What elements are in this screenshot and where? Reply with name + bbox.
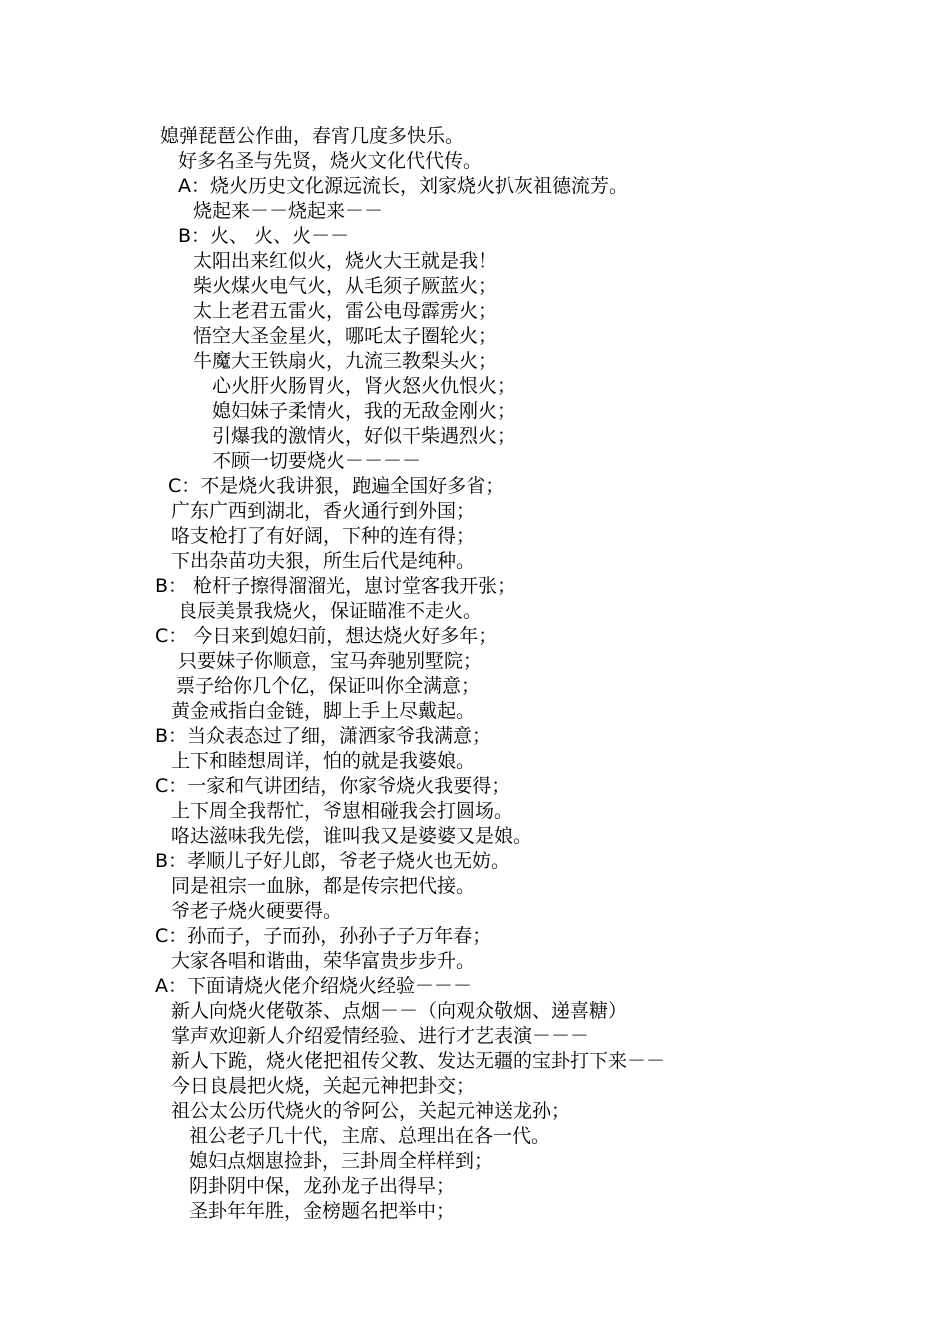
text-line: 良辰美景我烧火，保证瞄准不走火。 bbox=[178, 600, 483, 622]
text-line: 媳妇妹子柔情火，我的无敌金刚火； bbox=[212, 400, 517, 422]
text-line: 太上老君五雷火，雷公电母霹雳火； bbox=[193, 300, 498, 322]
text-line: 今日良晨把火烧，关起元神把卦交； bbox=[171, 1075, 476, 1097]
text-line: 掌声欢迎新人介绍爱情经验、进行才艺表演－－－ bbox=[171, 1025, 590, 1047]
text-line: C：不是烧火我讲狠，跑遍全国好多省； bbox=[168, 475, 505, 497]
text-line: A：烧火历史文化源远流长，刘家烧火扒灰祖德流芳。 bbox=[178, 175, 628, 197]
text-line: 媳妇点烟崽捡卦，三卦周全样样到； bbox=[189, 1150, 494, 1172]
text-line: 悟空大圣金星火，哪吒太子圈轮火； bbox=[193, 325, 498, 347]
text-line: 牛魔大王铁扇火，九流三教梨头火； bbox=[193, 350, 498, 372]
text-line: C：一家和气讲团结，你家爷烧火我要得； bbox=[155, 775, 511, 797]
text-line: 柴火煤火电气火，从毛须子厥蓝火； bbox=[193, 275, 498, 297]
text-line: 太阳出来红似火，烧火大王就是我！ bbox=[193, 250, 498, 272]
text-line: 不顾一切要烧火－－－－ bbox=[212, 450, 422, 472]
text-line: 上下和睦想周详，怕的就是我婆娘。 bbox=[171, 750, 476, 772]
text-line: 好多名圣与先贤，烧火文化代代传。 bbox=[178, 150, 483, 172]
text-line: C： 今日来到媳妇前，想达烧火好多年； bbox=[155, 625, 498, 647]
text-line: 媳弹琵琶公作曲，春宵几度多快乐。 bbox=[160, 125, 465, 147]
text-line: 爷老子烧火硬要得。 bbox=[171, 900, 343, 922]
text-line: 阴卦阴中保，龙孙龙子出得早； bbox=[189, 1175, 456, 1197]
text-line: 祖公老子几十代，主席、总理出在各一代。 bbox=[189, 1125, 551, 1147]
text-line: B：当众表态过了细，潇洒家爷我满意； bbox=[155, 725, 492, 747]
text-line: 大家各唱和谐曲，荣华富贵步步升。 bbox=[171, 950, 476, 972]
text-line: 咯支枪打了有好阔，下种的连有得； bbox=[171, 525, 476, 547]
text-line: 咯达滋味我先偿，谁叫我又是婆婆又是娘。 bbox=[171, 825, 533, 847]
text-line: 下出杂苗功夫狠，所生后代是纯种。 bbox=[171, 550, 476, 572]
text-line: 引爆我的激情火，好似干柴遇烈火； bbox=[212, 425, 517, 447]
text-line: B：火、 火、火－－ bbox=[178, 225, 350, 247]
text-line: 同是祖宗一血脉，都是传宗把代接。 bbox=[171, 875, 476, 897]
text-line: A：下面请烧火佬介绍烧火经验－－－ bbox=[155, 975, 472, 997]
text-line: 广东广西到湖北，香火通行到外国； bbox=[171, 500, 476, 522]
text-line: 票子给你几个亿，保证叫你全满意； bbox=[176, 675, 481, 697]
text-line: 圣卦年年胜，金榜题名把举中； bbox=[189, 1200, 456, 1222]
text-line: 心火肝火肠胃火，肾火怒火仇恨火； bbox=[212, 375, 517, 397]
text-line: 上下周全我帮忙，爷崽相碰我会打圆场。 bbox=[171, 800, 514, 822]
text-line: 烧起来－－烧起来－－ bbox=[193, 200, 384, 222]
text-line: 新人向烧火佬敬茶、点烟－－（向观众敬烟、递喜糖） bbox=[171, 1000, 628, 1022]
text-line: 新人下跪，烧火佬把祖传父教、发达无疆的宝卦打下来－－ bbox=[171, 1050, 666, 1072]
text-line: C：孙而子，子而孙，孙孙子子万年春； bbox=[155, 925, 492, 947]
text-line: 只要妹子你顺意，宝马奔驰别墅院； bbox=[178, 650, 483, 672]
text-line: B： 枪杆子擦得溜溜光，崽讨堂客我开张； bbox=[155, 575, 517, 597]
text-line: B：孝顺儿子好儿郎，爷老子烧火也无妨。 bbox=[155, 850, 511, 872]
text-line: 祖公太公历代烧火的爷阿公，关起元神送龙孙； bbox=[171, 1100, 571, 1122]
text-line: 黄金戒指白金链，脚上手上尽戴起。 bbox=[171, 700, 476, 722]
